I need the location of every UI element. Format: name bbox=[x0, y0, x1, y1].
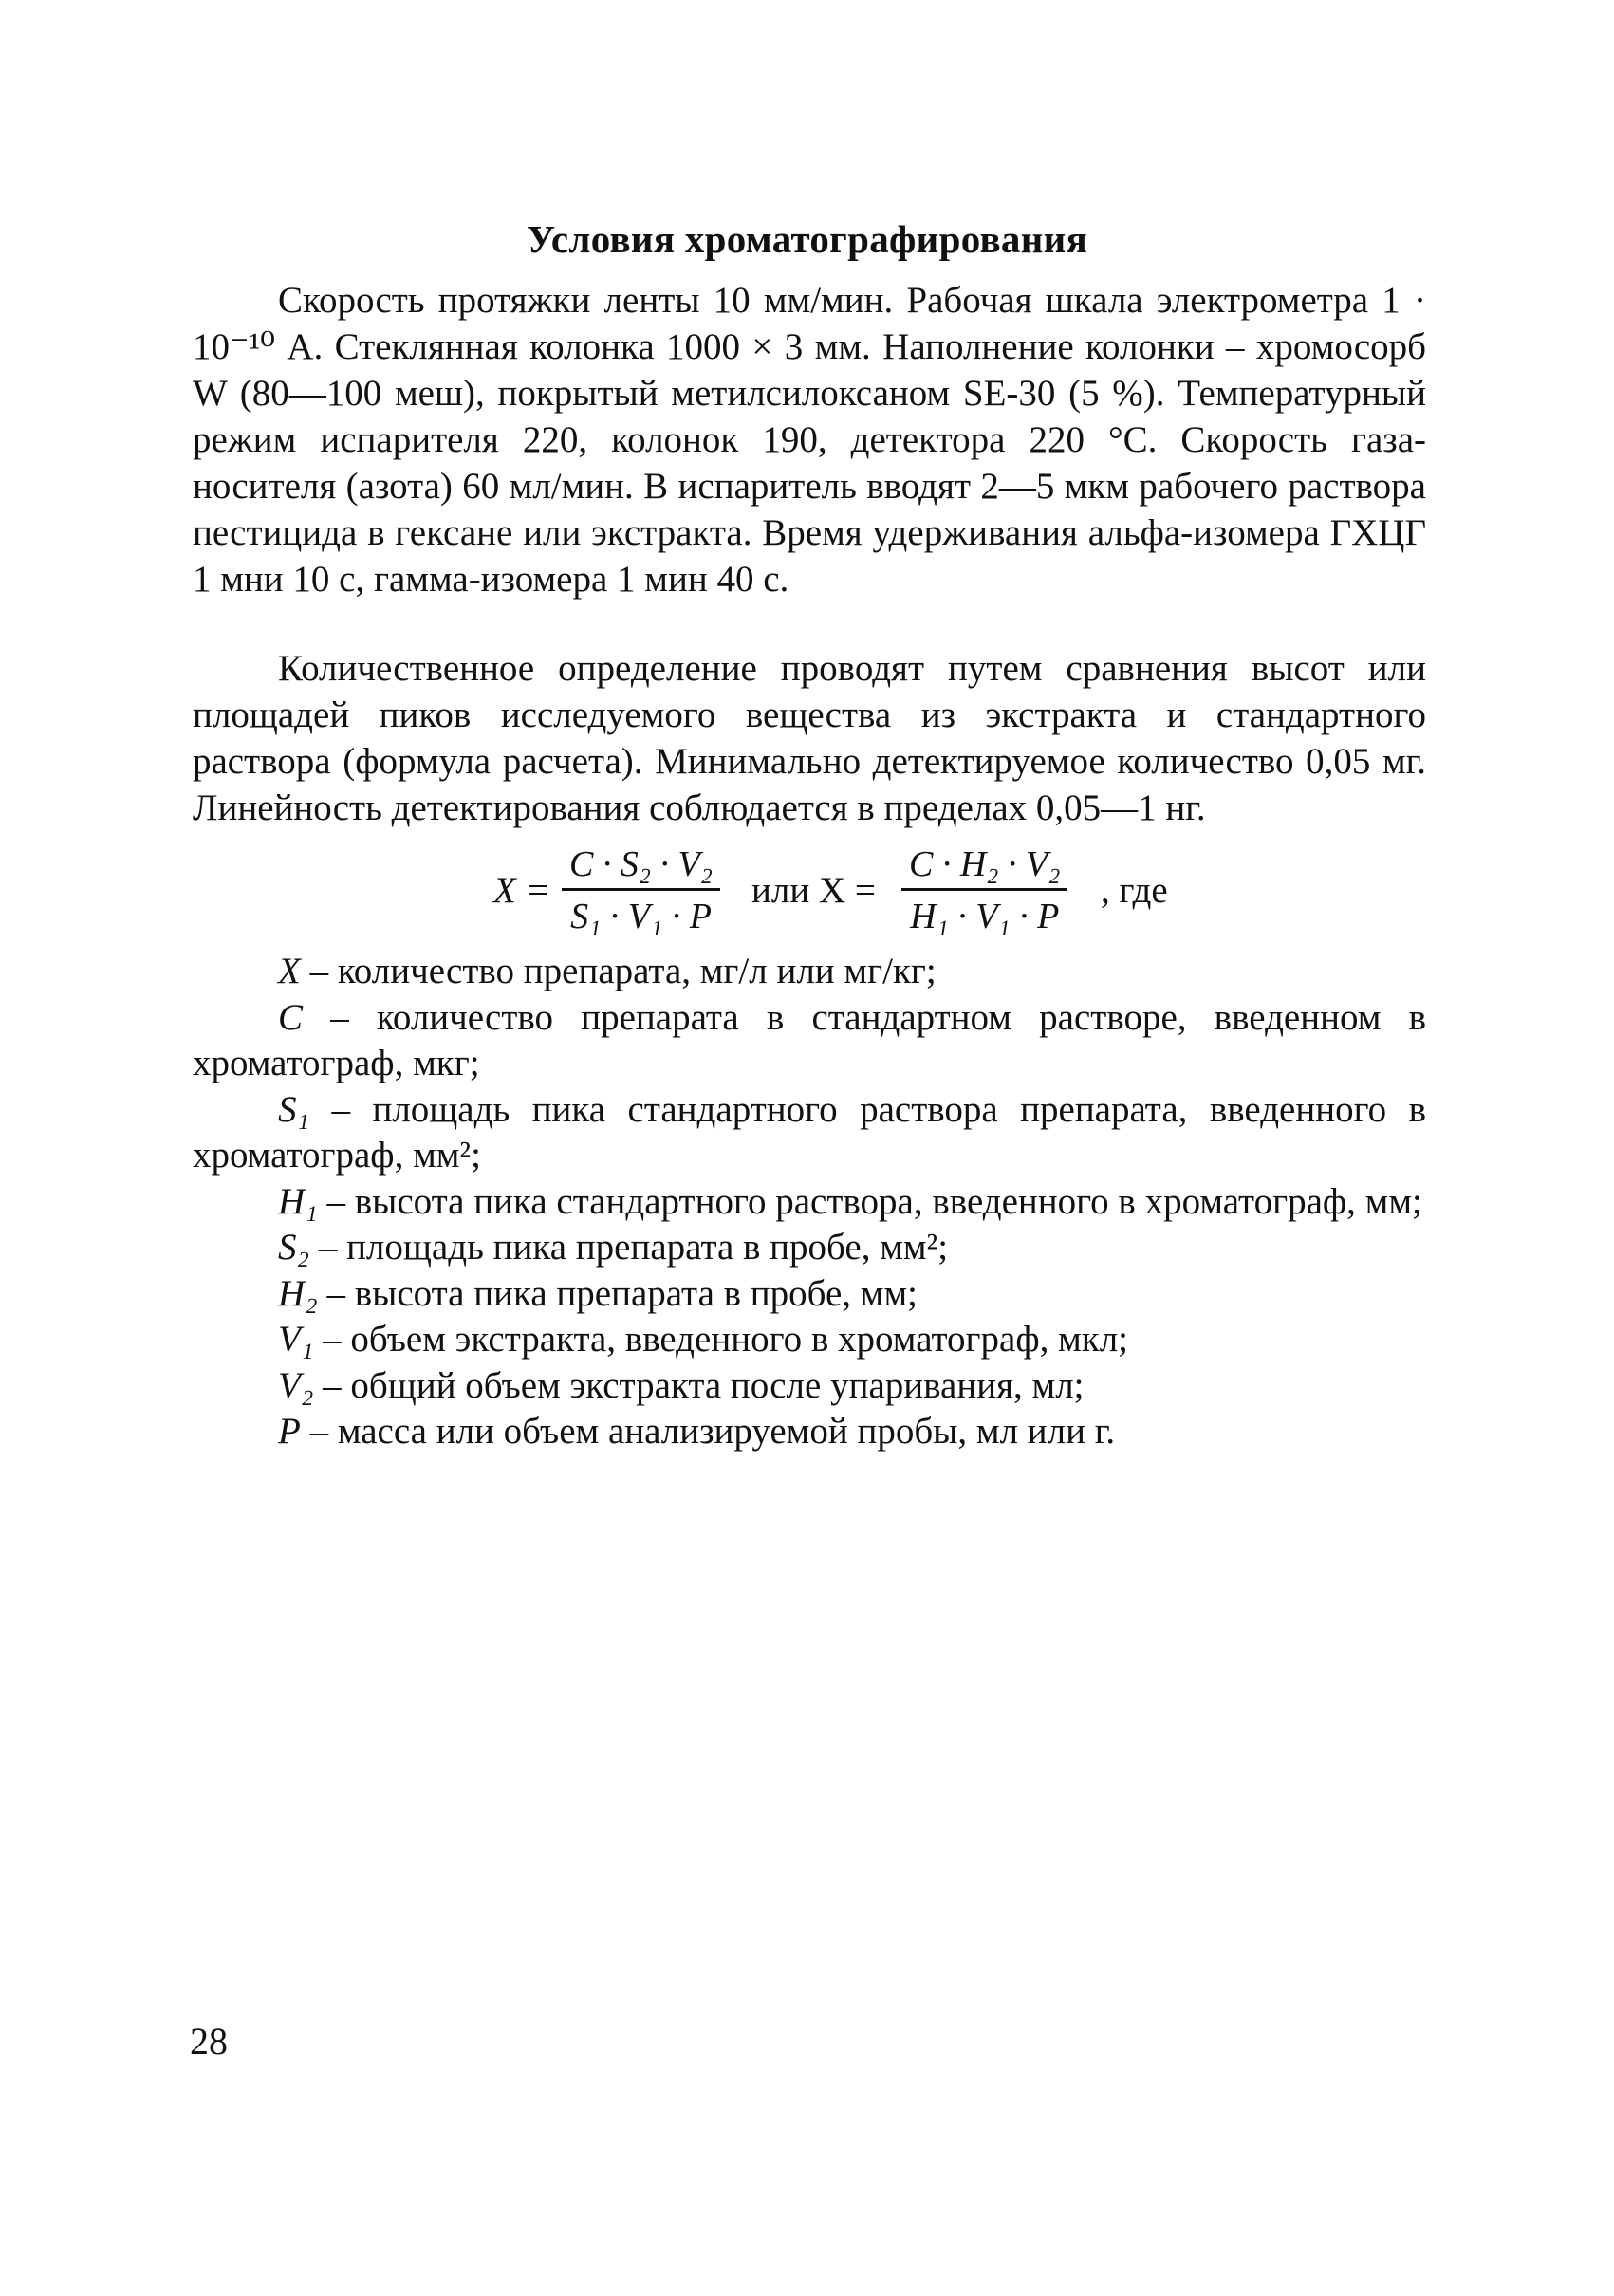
definition-item bbox=[193, 1179, 1426, 1226]
definition-text: – высота пика стандартного раствора, введенного в хроматограф, мм; bbox=[317, 1180, 1422, 1222]
definition-item bbox=[193, 1087, 1426, 1179]
formula-suffix: , где bbox=[1101, 870, 1168, 911]
formula-fraction-area-denominator: S₁ · V₁ · P bbox=[570, 897, 712, 936]
definition-item bbox=[193, 1409, 1426, 1455]
definition-text: – общий объем экстракта после упаривания, мл; bbox=[313, 1364, 1085, 1406]
paragraph-chromatography-conditions: Скорость протяжки ленты 10 мм/мин. Рабочая шкала электрометра 1 · 10⁻¹⁰ А. Стеклянная колонка 1000 × 3 мм. Наполнение колонки – хромосорб W (80—100 меш), покрытый метилсилоксаном SE-30 (5 %). Температурный режим испарителя 220, колонок 190, детектора 220 °С. Скорость газа-носителя (азота) 60 мл/мин. В испаритель вводят 2—5 мкм рабочего раствора пестицида в гексане или экстракта. Время удерживания альфа-изомера ГХЦГ 1 мни 10 с, гамма-изомера 1 мин 40 с. bbox=[193, 280, 1426, 600]
page-number: 28 bbox=[190, 2020, 228, 2063]
definition-symbol: H₂ bbox=[278, 1272, 318, 1314]
definition-symbol: V₁ bbox=[278, 1319, 314, 1360]
variable-definitions bbox=[193, 949, 1426, 1455]
definition-symbol: X bbox=[278, 951, 301, 991]
formula-fraction-area-numerator: C · S₂ · V₂ bbox=[569, 844, 713, 884]
definition-text: – количество препарата в стандартном растворе, введенном в хроматограф, мкг; bbox=[193, 996, 1426, 1083]
definition-item bbox=[193, 949, 1426, 995]
definition-item bbox=[193, 1317, 1426, 1363]
definition-symbol: P bbox=[278, 1411, 301, 1452]
definition-symbol: H₁ bbox=[278, 1180, 318, 1222]
definition-text: – количество препарата, мг/л или мг/кг; bbox=[300, 951, 937, 991]
calculation-formula bbox=[493, 842, 1234, 947]
formula-lhs: X = bbox=[493, 870, 550, 911]
formula-fraction-area bbox=[562, 842, 720, 938]
definition-symbol: S₁ bbox=[278, 1088, 310, 1130]
definition-item bbox=[193, 1225, 1426, 1271]
formula-fraction-height-denominator: H₁ · V₁ · P bbox=[910, 897, 1060, 936]
definition-text: – объем экстракта, введенного в хроматограф, мкл; bbox=[313, 1319, 1129, 1360]
definition-text: – масса или объем анализируемой пробы, мл или г. bbox=[300, 1411, 1116, 1452]
formula-fraction-height bbox=[901, 842, 1067, 938]
definition-text: – высота пика препарата в пробе, мм; bbox=[317, 1272, 918, 1314]
definition-symbol: S₂ bbox=[278, 1227, 310, 1268]
formula-fraction-height-numerator: C · H₂ · V₂ bbox=[909, 844, 1061, 884]
definition-item bbox=[193, 1271, 1426, 1318]
section-title: Условия хроматографирования bbox=[526, 217, 1088, 261]
definition-symbol: V₂ bbox=[278, 1364, 314, 1406]
definition-item bbox=[193, 1363, 1426, 1410]
formula-joiner: или X = bbox=[751, 870, 876, 911]
definition-item bbox=[193, 995, 1426, 1087]
formula-fraction-bar bbox=[901, 888, 1067, 891]
definition-symbol: C bbox=[278, 996, 304, 1038]
definition-text: – площадь пика стандартного раствора препарата, введенного в хроматограф, мм²; bbox=[193, 1088, 1426, 1176]
paragraph-quantification: Количественное определение проводят путем сравнения высот или площадей пиков исследуемого вещества из экстракта и стандартного раствора (формула расчета). Минимально детектируемое количество 0,05 мг. Линейность детектирования соблюдается в пределах 0,05—1 нг. bbox=[193, 648, 1426, 828]
definition-text: – площадь пика препарата в пробе, мм²; bbox=[309, 1227, 949, 1268]
formula-fraction-bar bbox=[562, 888, 720, 891]
